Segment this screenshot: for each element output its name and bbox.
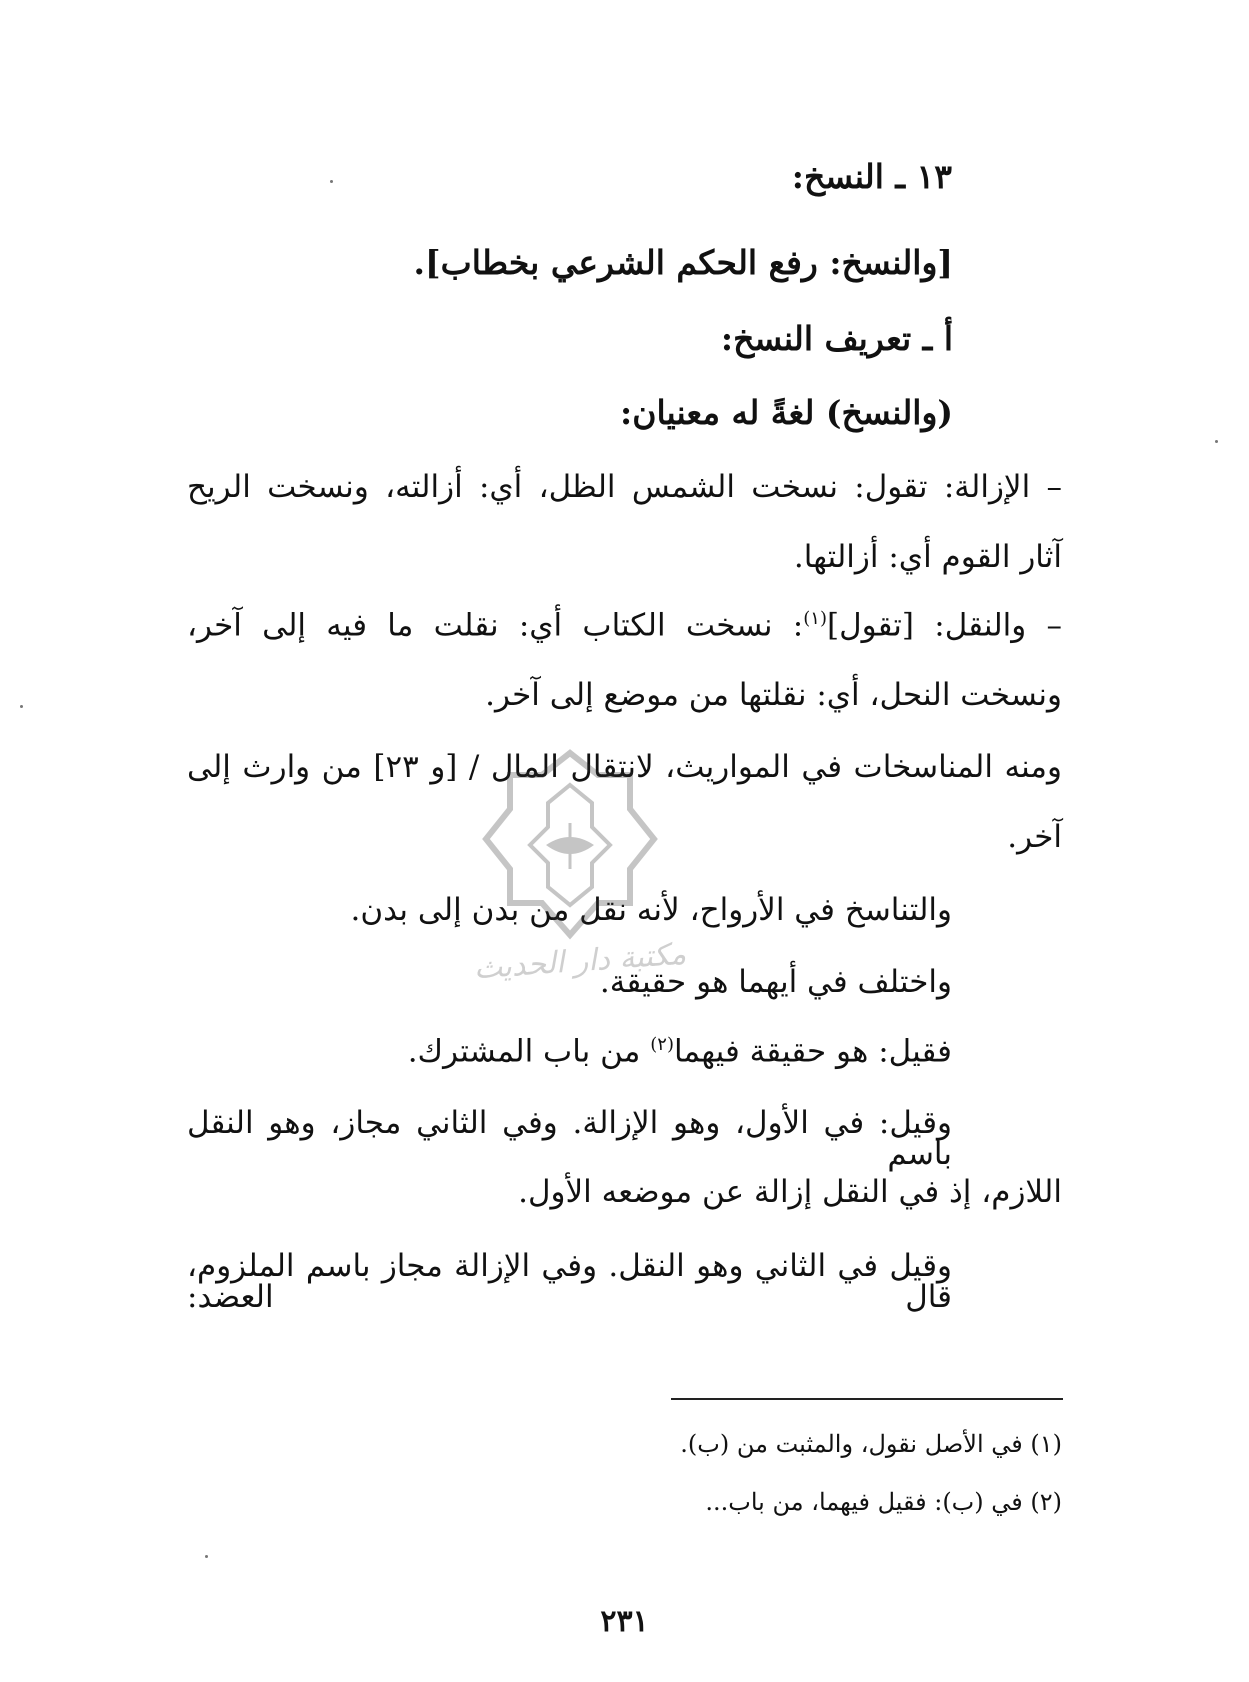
paragraph-ikhtilaf: واختلف في أيهما هو حقيقة.: [599, 964, 952, 1000]
section-heading: ١٣ ـ النسخ:: [791, 157, 952, 196]
scan-speck: [1215, 440, 1218, 443]
watermark-caption: مكتبة دار الحديث: [472, 936, 688, 987]
footnote-2: (٢) في (ب): فقيل فيهما، من باب...: [705, 1488, 1062, 1516]
definition-line: [والنسخ: رفع الحكم الشرعي بخطاب].: [413, 243, 953, 282]
paragraph-qila-1: [407, 1033, 952, 1070]
paragraph-lugha: (والنسخ) لغةً له معنيان:: [620, 393, 953, 432]
paragraph-munasakhat-line-2: آخر.: [1007, 819, 1062, 855]
paragraph-qila-2-line-2: اللازم، إذ في النقل إزالة عن موضعه الأول.: [518, 1174, 1062, 1210]
paragraph-qila-3: وقيل في الثاني وهو النقل. وفي الإزالة مجاز باسم الملزوم، قال العضد:: [187, 1248, 952, 1315]
scan-speck: [20, 705, 23, 708]
footnote-1: (١) في الأصل نقول، والمثبت من (ب).: [680, 1430, 1062, 1458]
paragraph-izala-line-2: آثار القوم أي: أزالتها.: [793, 539, 1062, 575]
qila-text-b: من باب المشترك.: [407, 1033, 651, 1070]
paragraph-munasakhat-line-1: ومنه المناسخات في المواريث، لانتقال المال / [و ٢٣] من وارث إلى: [187, 749, 1062, 785]
scan-speck: [330, 180, 333, 183]
footnote-ref-1: (١): [803, 608, 827, 629]
naql-text-b: : نسخت الكتاب أي: نقلت ما فيه إلى آخر،: [187, 607, 804, 644]
naql-text-a: – والنقل: [تقول]: [826, 607, 1062, 644]
footnote-ref-2: (٢): [650, 1034, 674, 1055]
paragraph-izala-line-1: – الإزالة: تقول: نسخت الشمس الظل، أي: أزالته، ونسخت الريح: [187, 469, 1062, 505]
page-number: ٢٣١: [600, 1604, 649, 1639]
library-watermark-logo: [470, 745, 670, 955]
paragraph-naql-line-1: [187, 607, 1062, 644]
subheading: أ ـ تعريف النسخ:: [720, 319, 953, 358]
scan-speck: [205, 1555, 208, 1558]
paragraph-qila-2-line-1: وقيل: في الأول، وهو الإزالة. وفي الثاني مجاز، وهو النقل باسم: [187, 1105, 952, 1172]
footnote-divider: [671, 1398, 1063, 1400]
paragraph-naql-line-2: ونسخت النحل، أي: نقلتها من موضع إلى آخر.: [485, 677, 1062, 713]
qila-text-a: فقيل: هو حقيقة فيهما: [673, 1033, 952, 1070]
paragraph-tanasukh: والتناسخ في الأرواح، لأنه نقل من بدن إلى بدن.: [350, 892, 952, 928]
